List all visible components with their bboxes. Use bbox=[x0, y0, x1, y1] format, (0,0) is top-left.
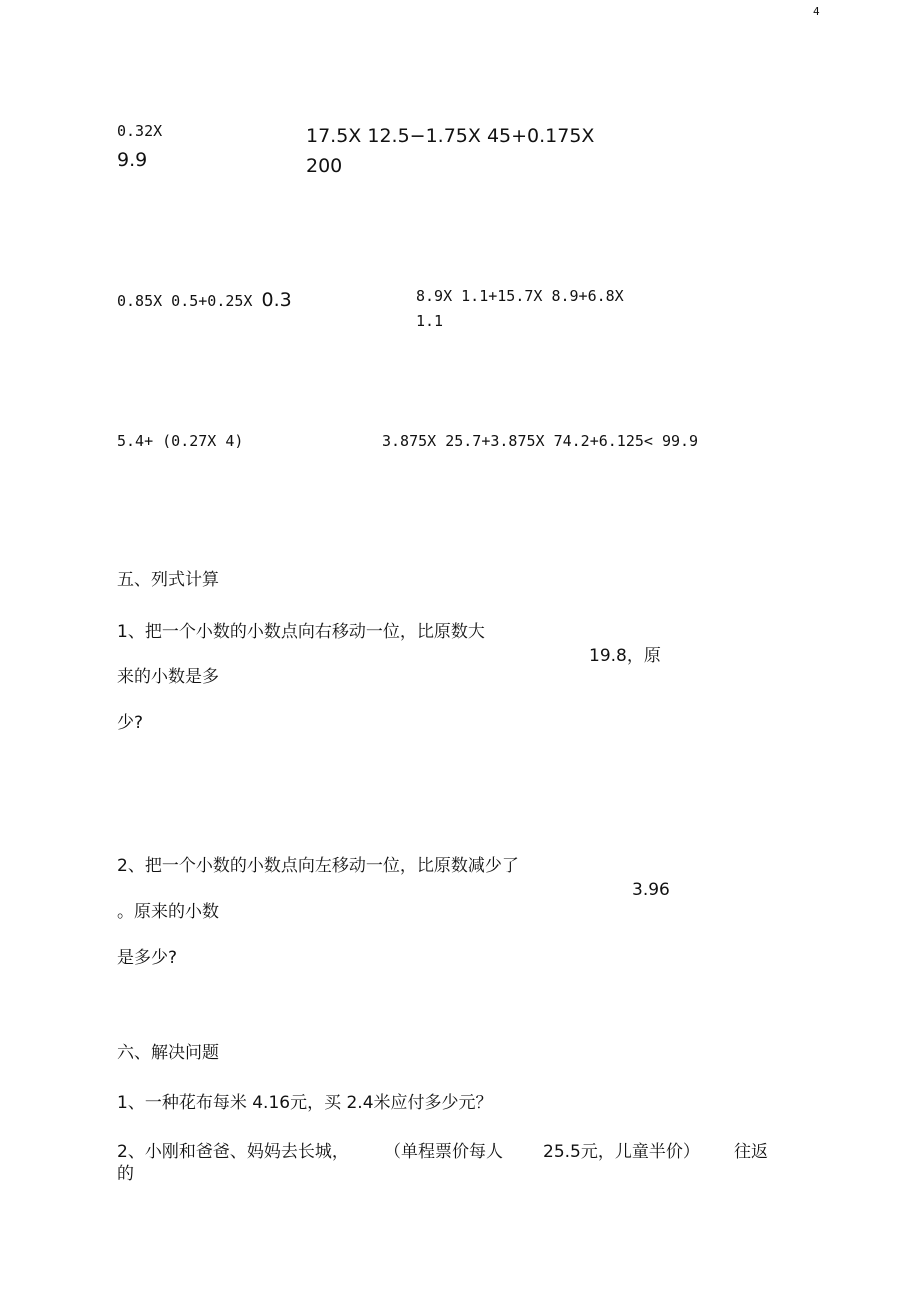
expression-2-line-1: 17.5X 12.5−1.75X 45+0.175X bbox=[306, 125, 595, 147]
expression-1-line-1: 0.32X bbox=[117, 122, 163, 140]
section-6-q2-part-2: （单程票价每人 bbox=[384, 1142, 503, 1162]
section-6-q2-part-1: 2、小刚和爸爸、妈妈去长城， bbox=[117, 1142, 349, 1162]
section-5-q1-value: 19.8，原 bbox=[589, 646, 661, 666]
expression-4-line-2: 1.1 bbox=[416, 312, 444, 330]
expression-3-tail: 0.3 bbox=[261, 289, 292, 311]
section-5-q1-line-2: 来的小数是多 bbox=[117, 667, 219, 687]
section-5-q1-line-1: 1、把一个小数的小数点向右移动一位，比原数大 bbox=[117, 622, 485, 642]
section-6-q2-part-3: 25.5元，儿童半价） bbox=[543, 1142, 700, 1162]
section-6-heading: 六、解决问题 bbox=[117, 1043, 219, 1063]
expression-4-line-1: 8.9X 1.1+15.7X 8.9+6.8X bbox=[416, 287, 624, 305]
expression-6: 3.875X 25.7+3.875X 74.2+6.125< 99.9 bbox=[382, 432, 699, 450]
section-6-q2-line-2: 的 bbox=[117, 1164, 134, 1184]
section-5-q1-line-3: 少? bbox=[117, 713, 144, 733]
section-5-q2-value: 3.96 bbox=[632, 880, 670, 900]
section-5-q2-line-2: 。原来的小数 bbox=[117, 902, 219, 922]
section-6-q2-part-4: 往返 bbox=[734, 1142, 768, 1162]
section-6-q1: 1、一种花布每米 4.16元，买 2.4米应付多少元？ bbox=[117, 1093, 493, 1113]
expression-3 bbox=[117, 291, 292, 310]
section-5-q2-line-3: 是多少? bbox=[117, 948, 178, 968]
expression-1-line-2: 9.9 bbox=[117, 149, 148, 171]
section-5-heading: 五、列式计算 bbox=[117, 570, 219, 590]
page-number: 4 bbox=[813, 5, 820, 18]
section-5-q2-line-1: 2、把一个小数的小数点向左移动一位，比原数减少了 bbox=[117, 856, 519, 876]
expression-2-line-2: 200 bbox=[306, 155, 343, 177]
expression-5: 5.4+ (0.27X 4) bbox=[117, 432, 244, 450]
expression-3-main: 0.85X 0.5+0.25X bbox=[117, 292, 262, 310]
